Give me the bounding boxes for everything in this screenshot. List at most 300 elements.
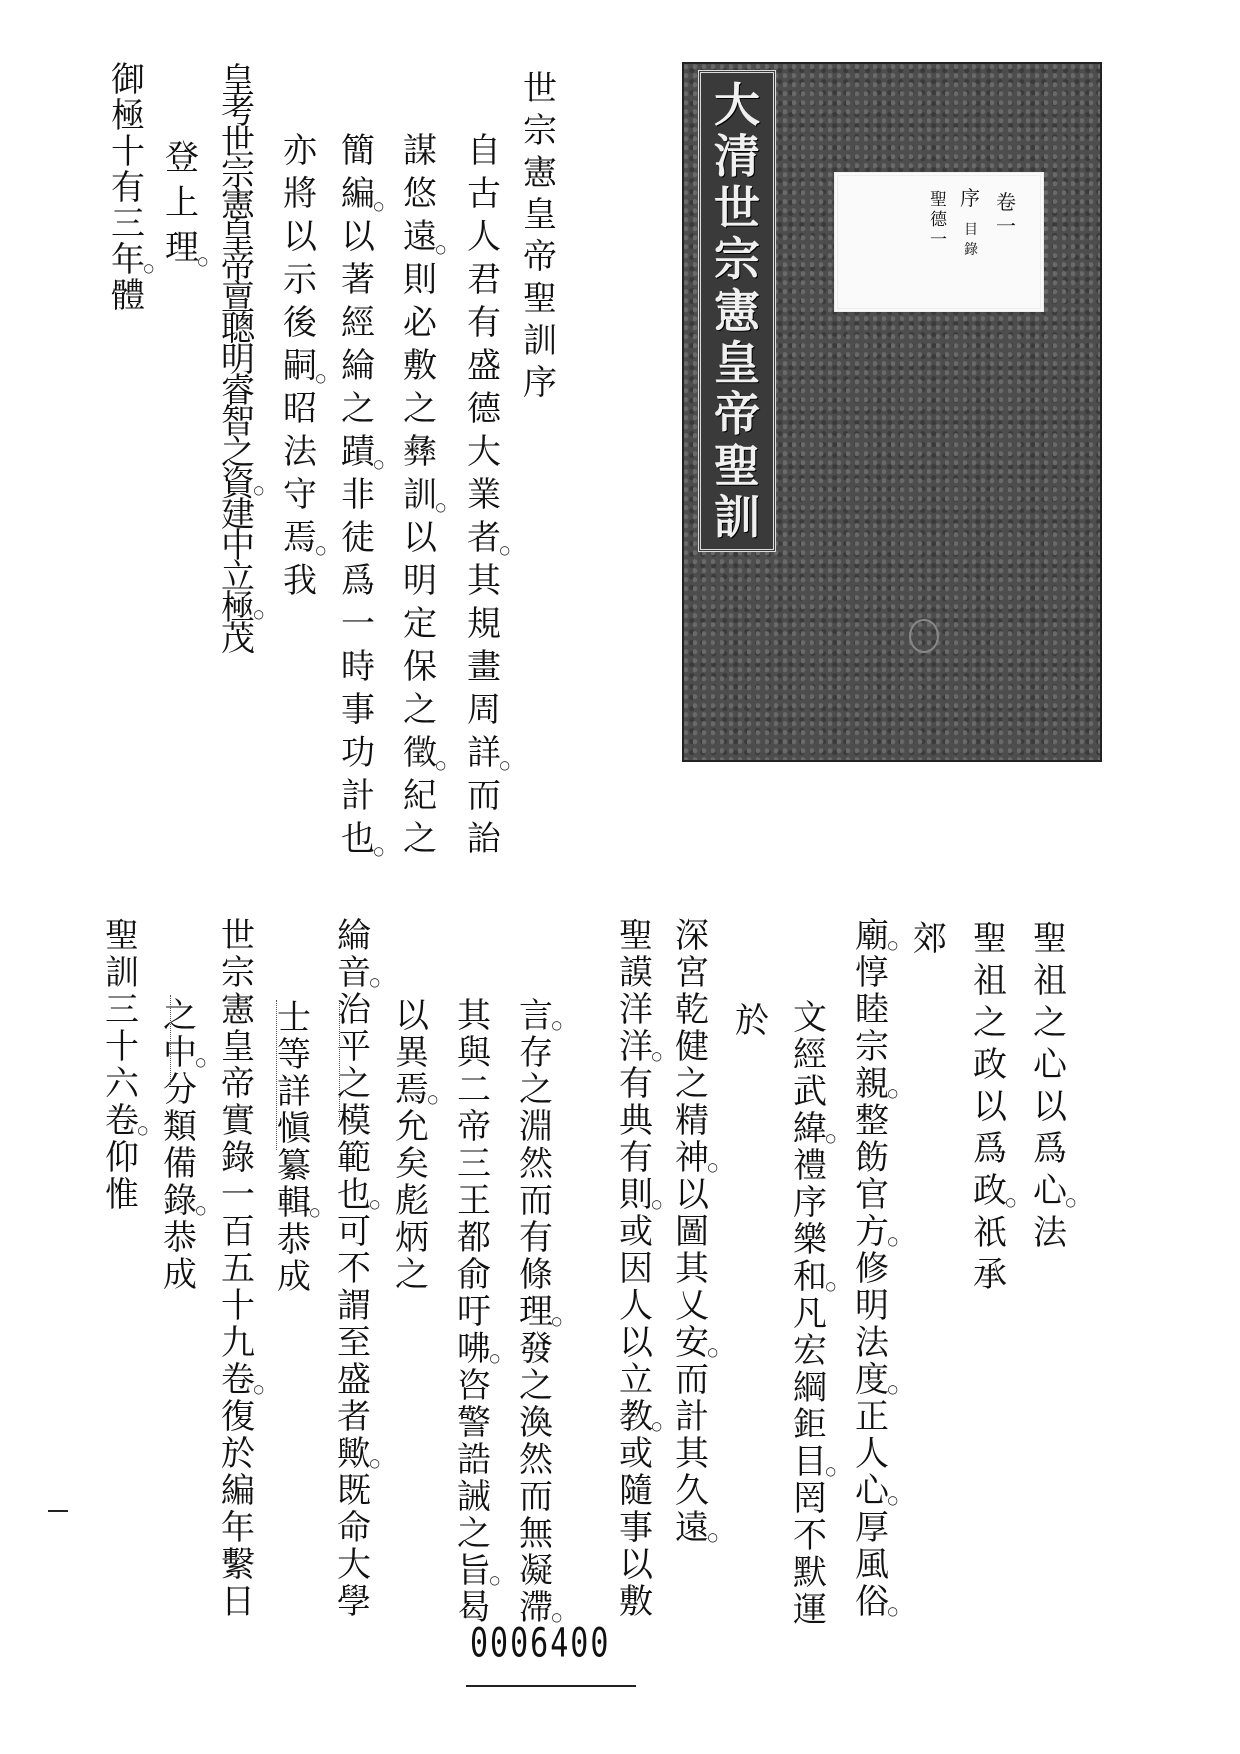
character: 健 — [675, 1027, 709, 1067]
character: 復 — [221, 1397, 255, 1437]
character: 昭 — [283, 389, 317, 429]
character: 非 — [341, 475, 375, 515]
character: 計 — [341, 776, 375, 816]
character: 滯 ○ — [519, 1588, 562, 1628]
character: 體 — [111, 276, 145, 316]
character: 法 — [283, 432, 317, 472]
character: 錄 — [221, 1138, 255, 1178]
character: 俗 ○ — [855, 1582, 898, 1622]
character: 周 — [467, 690, 501, 730]
character: 大 — [337, 1545, 371, 1585]
character: 世 — [221, 916, 255, 956]
character: 序 — [523, 363, 557, 403]
text-column-l16 — [100, 916, 148, 1215]
punctuation-circle-mark: ○ — [369, 1197, 380, 1211]
character: 與 — [457, 1033, 491, 1073]
character: 亶 — [221, 278, 255, 318]
text-column-u3 — [398, 130, 446, 861]
character: 五 — [221, 1249, 255, 1289]
character: 卷 ○ — [105, 1101, 148, 1141]
character: 也 ○ — [337, 1175, 380, 1215]
character: 神 ○ — [675, 1138, 718, 1178]
spine-title-character: 憲 — [714, 283, 760, 338]
character: 隨 — [619, 1471, 653, 1511]
character: 愼 — [277, 1109, 311, 1149]
character: 以 — [619, 1545, 653, 1585]
character: 百 — [221, 1212, 255, 1252]
character: 成 — [277, 1257, 311, 1297]
character: 人 — [619, 1286, 653, 1326]
label-volume — [996, 190, 1016, 238]
text-column-u4 — [336, 130, 384, 861]
character: 誥 — [457, 1440, 491, 1480]
character: 錄 ○ — [163, 1181, 206, 1221]
character: 中 ○ — [163, 1033, 206, 1073]
character: 罔 — [793, 1479, 827, 1519]
punctuation-circle-mark: ○ — [707, 1530, 718, 1544]
character: 精 — [675, 1101, 709, 1141]
character: 三 — [111, 204, 145, 244]
character: 而 — [519, 1477, 553, 1517]
punctuation-circle-mark: ○ — [887, 1604, 898, 1618]
character: 運 — [793, 1590, 827, 1630]
punctuation-circle-mark: ○ — [551, 1018, 562, 1032]
character: 發 — [519, 1329, 553, 1369]
character: 之 — [675, 1064, 709, 1104]
character: 謨 — [619, 953, 653, 993]
character: 十 — [111, 132, 145, 172]
character: 祖 — [973, 961, 1007, 1001]
character: 明 — [855, 1286, 889, 1326]
character: 君 — [467, 260, 501, 300]
label-character: 目 — [964, 222, 978, 238]
character: 咨 — [457, 1366, 491, 1406]
label-character: 錄 — [964, 242, 978, 258]
punctuation-circle-mark: ○ — [489, 1573, 500, 1587]
character: 淵 — [519, 1107, 553, 1147]
character: 厚 — [855, 1508, 889, 1548]
label-toc — [964, 220, 978, 260]
character: 詳 ○ — [467, 733, 510, 773]
character: 可 — [337, 1212, 371, 1252]
character: 學 — [337, 1582, 371, 1622]
character: 遠 ○ — [403, 217, 446, 257]
character: 之 — [163, 996, 197, 1036]
character: 條 — [519, 1255, 553, 1295]
character: 以 — [675, 1175, 709, 1215]
label-character: 一 — [996, 214, 1016, 238]
character: 宗 — [855, 1027, 889, 1067]
character: 不 — [337, 1249, 371, 1289]
spine-title-character: 聖 — [714, 438, 760, 493]
punctuation-circle-mark: ○ — [435, 758, 446, 772]
punctuation-circle-mark: ○ — [551, 1610, 562, 1624]
punctuation-circle-mark: ○ — [315, 371, 326, 385]
character: 凝 — [519, 1551, 553, 1591]
character: 政 ○ — [973, 1171, 1016, 1211]
character: 至 — [337, 1323, 371, 1363]
character: 一 — [341, 604, 375, 644]
character: 言 ○ — [519, 996, 562, 1036]
character: 祇 — [973, 1213, 1007, 1253]
character: 然 — [519, 1144, 553, 1184]
punctuation-circle-mark: ○ — [137, 1123, 148, 1137]
character: 經 — [793, 1035, 827, 1075]
text-column-l10 — [452, 996, 500, 1628]
character: 茂 — [221, 619, 255, 659]
character: 睦 — [855, 990, 889, 1030]
character: 彝 — [403, 432, 437, 472]
character: 以 — [395, 996, 429, 1036]
label-preface — [960, 186, 980, 210]
character: 德 — [467, 389, 501, 429]
character: 聰 — [221, 309, 255, 349]
character: 焉 ○ — [395, 1070, 438, 1110]
character: 皇 — [221, 1027, 255, 1067]
character: 十 — [105, 1027, 139, 1067]
character: 允 — [395, 1107, 429, 1147]
character: 惟 — [105, 1175, 139, 1215]
spine-title-character: 世 — [714, 180, 760, 235]
character: 之 — [341, 389, 375, 429]
character: 之 — [457, 1514, 491, 1554]
character: 人 — [467, 217, 501, 257]
character: 皇 — [523, 195, 557, 235]
character: 之 — [403, 389, 437, 429]
character: 聖 — [105, 916, 139, 956]
character: 有 — [519, 1218, 553, 1258]
character: 世 — [221, 123, 255, 163]
character: 悠 — [403, 174, 437, 214]
character: 二 — [457, 1070, 491, 1110]
character: 以 — [403, 518, 437, 558]
character: 祖 — [1033, 961, 1067, 1001]
character: 凡 — [793, 1294, 827, 1334]
character: 模 — [337, 1101, 371, 1141]
character: 官 — [855, 1175, 889, 1215]
character: 洋 — [619, 990, 653, 1030]
punctuation-circle-mark: ○ — [651, 1197, 662, 1211]
punctuation-circle-mark: ○ — [887, 938, 898, 952]
dotted-guide-line — [276, 1000, 277, 1150]
character: 心 ○ — [1033, 1171, 1076, 1211]
text-column-l11 — [390, 996, 438, 1295]
character: 洋 ○ — [619, 1027, 662, 1067]
punctuation-circle-mark: ○ — [551, 1314, 562, 1328]
page-serial-number: 0006400 — [470, 1620, 611, 1668]
label-section — [930, 190, 947, 250]
character: 乾 — [675, 990, 709, 1030]
punctuation-circle-mark: ○ — [195, 1203, 206, 1217]
character: 其 — [457, 996, 491, 1036]
character: 必 — [403, 303, 437, 343]
character: 方 ○ — [855, 1212, 898, 1252]
label-character: 德 — [930, 210, 947, 230]
character: 之 — [403, 819, 437, 859]
text-column-u7 — [160, 136, 208, 271]
character: 久 — [675, 1471, 709, 1511]
character: 爲 — [1033, 1129, 1067, 1169]
character: 恭 — [163, 1218, 197, 1258]
cover-seal-mark — [909, 619, 939, 653]
character: 理 ○ — [519, 1292, 562, 1332]
character: 和 ○ — [793, 1257, 836, 1297]
text-column-u2 — [462, 130, 510, 861]
character: 簡 — [341, 131, 375, 171]
character: 教 ○ — [619, 1397, 662, 1437]
punctuation-circle-mark: ○ — [309, 1205, 320, 1219]
character: 彪 — [395, 1181, 429, 1221]
character: 蹟 ○ — [341, 432, 384, 472]
text-column-u5 — [278, 130, 326, 603]
character: 政 — [973, 1045, 1007, 1085]
character: 詒 — [467, 819, 501, 859]
text-column-l7 — [670, 916, 718, 1548]
character: 以 — [283, 217, 317, 257]
punctuation-circle-mark: ○ — [825, 1131, 836, 1145]
character: 立 — [221, 557, 255, 597]
punctuation-circle-mark: ○ — [373, 844, 384, 858]
character: 俞 — [457, 1255, 491, 1295]
character: 異 — [395, 1033, 429, 1073]
character: 資 ○ — [221, 464, 264, 504]
dotted-guide-line — [170, 995, 171, 1085]
character: 惇 — [855, 953, 889, 993]
punctuation-circle-mark: ○ — [369, 975, 380, 989]
character: 之 — [1033, 1003, 1067, 1043]
character: 心 ○ — [855, 1471, 898, 1511]
character: 類 — [163, 1107, 197, 1147]
character: 三 — [105, 990, 139, 1030]
punctuation-circle-mark: ○ — [373, 199, 384, 213]
character: 既 — [337, 1471, 371, 1511]
character: 守 — [283, 475, 317, 515]
character: 以 — [973, 1087, 1007, 1127]
character: 明 — [221, 340, 255, 380]
character: 紀 — [403, 776, 437, 816]
character: 以 — [1033, 1087, 1067, 1127]
character: 爲 — [341, 561, 375, 601]
character: 一 — [221, 1175, 255, 1215]
character: 廟 ○ — [855, 916, 898, 956]
label-character: 聖 — [930, 190, 947, 210]
character: 仰 — [105, 1138, 139, 1178]
character: 中 — [221, 526, 255, 566]
punctuation-circle-mark: ○ — [707, 1160, 718, 1174]
character: 畫 — [467, 647, 501, 687]
character: 等 — [277, 1035, 311, 1075]
character: 然 — [519, 1440, 553, 1480]
character: 業 — [467, 475, 501, 515]
character: 建 — [221, 495, 255, 535]
character: 時 — [341, 647, 375, 687]
character: 帝 — [221, 1064, 255, 1104]
character: 帝 — [221, 247, 255, 287]
text-column-l3 — [908, 918, 952, 960]
character: 訓 — [105, 953, 139, 993]
character: 之 — [337, 1064, 371, 1104]
character: 誡 — [457, 1477, 491, 1517]
character: 六 — [105, 1064, 139, 1104]
character: 人 — [855, 1434, 889, 1474]
serial-underline — [466, 1685, 636, 1687]
character: 三 — [457, 1144, 491, 1184]
character: 嗣 ○ — [283, 346, 326, 386]
character: 登 — [165, 138, 199, 178]
character: 宗 — [523, 111, 557, 151]
punctuation-circle-mark: ○ — [195, 1055, 206, 1069]
character: 而 — [519, 1181, 553, 1221]
punctuation-circle-mark: ○ — [887, 1234, 898, 1248]
character: 盛 — [337, 1360, 371, 1400]
character: 緯 ○ — [793, 1109, 836, 1149]
character: 遠 ○ — [675, 1508, 718, 1548]
character: 有 — [619, 1138, 653, 1178]
character: 正 — [855, 1397, 889, 1437]
character: 其 — [675, 1434, 709, 1474]
spine-title-character: 皇 — [714, 335, 760, 390]
character: 範 — [337, 1138, 371, 1178]
character: 武 — [793, 1072, 827, 1112]
spine-title-character: 清 — [714, 129, 760, 184]
label-character: 一 — [930, 230, 947, 250]
character: 鉅 — [793, 1405, 827, 1445]
character: 乂 — [675, 1286, 709, 1326]
character: 風 — [855, 1545, 889, 1585]
character: 御 — [111, 60, 145, 100]
character: 文 — [793, 998, 827, 1038]
character: 帝 — [457, 1107, 491, 1147]
character: 也 ○ — [341, 819, 384, 859]
character: 聖 — [619, 916, 653, 956]
punctuation-circle-mark: ○ — [373, 457, 384, 471]
character: 定 — [403, 604, 437, 644]
punctuation-circle-mark: ○ — [253, 607, 264, 621]
character: 理 ○ — [165, 228, 208, 268]
text-column-l5 — [788, 998, 836, 1630]
label-character: 序 — [960, 186, 980, 210]
character: 而 — [467, 776, 501, 816]
character: 度 ○ — [855, 1360, 898, 1400]
character: 平 — [337, 1027, 371, 1067]
character: 以 — [619, 1323, 653, 1363]
character: 恭 — [277, 1220, 311, 1260]
character: 示 — [283, 260, 317, 300]
punctuation-circle-mark: ○ — [651, 1049, 662, 1063]
cover-title-label — [834, 172, 1044, 312]
character: 帝 — [523, 237, 557, 277]
character: 立 — [619, 1360, 653, 1400]
character: 訓 — [523, 321, 557, 361]
punctuation-circle-mark: ○ — [427, 1092, 438, 1106]
character: 曷 — [457, 1588, 491, 1628]
character: 大 — [467, 432, 501, 472]
character: 計 — [675, 1397, 709, 1437]
character: 典 — [619, 1101, 653, 1141]
character: 聖 — [523, 279, 557, 319]
character: 整 — [855, 1101, 889, 1141]
character: 規 — [467, 604, 501, 644]
character: 聖 — [973, 919, 1007, 959]
character: 則 — [403, 260, 437, 300]
character: 矣 — [395, 1144, 429, 1184]
cover-spine-title — [698, 70, 776, 552]
character: 宗 — [221, 154, 255, 194]
character: 徒 — [341, 518, 375, 558]
character: 智 — [221, 402, 255, 442]
character: 都 — [457, 1218, 491, 1258]
character: 明 — [403, 561, 437, 601]
punctuation-circle-mark: ○ — [253, 483, 264, 497]
character: 渙 — [519, 1403, 553, 1443]
character: 自 — [467, 131, 501, 171]
character: 宮 — [675, 953, 709, 993]
character: 之 — [221, 433, 255, 473]
character: 詳 — [277, 1072, 311, 1112]
character: 吁 — [457, 1292, 491, 1332]
character: 歟 ○ — [337, 1434, 380, 1474]
margin-mark — [48, 1510, 68, 1512]
character: 圖 — [675, 1212, 709, 1252]
character: 謀 — [403, 131, 437, 171]
character: 古 — [467, 174, 501, 214]
character: 之 — [395, 1255, 429, 1295]
punctuation-circle-mark: ○ — [499, 543, 510, 557]
punctuation-circle-mark: ○ — [651, 1419, 662, 1433]
label-character: 卷 — [996, 190, 1016, 214]
character: 憲 — [523, 153, 557, 193]
character: 無 — [519, 1514, 553, 1554]
character: 保 — [403, 647, 437, 687]
character: 實 — [221, 1101, 255, 1141]
character: 默 — [793, 1553, 827, 1593]
character: 極 ○ — [221, 588, 264, 628]
character: 不 — [793, 1516, 827, 1556]
character: 訓 ○ — [403, 475, 446, 515]
character: 上 — [165, 183, 199, 223]
character: 經 — [341, 303, 375, 343]
character: 日 — [221, 1582, 255, 1622]
character: 士 — [277, 998, 311, 1038]
character: 備 — [163, 1144, 197, 1184]
character: 之 — [973, 1003, 1007, 1043]
character: 郊 — [913, 919, 947, 959]
character: 考 — [221, 92, 255, 132]
character: 皇 — [221, 61, 255, 101]
character: 事 — [619, 1508, 653, 1548]
text-column-l13 — [272, 998, 320, 1297]
character: 法 — [855, 1323, 889, 1363]
character: 以 — [341, 217, 375, 257]
character: 後 — [283, 303, 317, 343]
character: 卷 ○ — [221, 1360, 264, 1400]
character: 炳 — [395, 1218, 429, 1258]
text-column-u6 — [216, 61, 264, 659]
character: 極 — [111, 96, 145, 136]
punctuation-circle-mark: ○ — [435, 242, 446, 256]
character: 法 — [1033, 1213, 1067, 1253]
text-column-l6 — [730, 1000, 774, 1042]
punctuation-circle-mark: ○ — [1065, 1195, 1076, 1209]
punctuation-circle-mark: ○ — [887, 1382, 898, 1396]
punctuation-circle-mark: ○ — [143, 261, 154, 275]
character: 旨 ○ — [457, 1551, 500, 1591]
text-column-l14 — [216, 916, 264, 1622]
character: 綸 — [341, 346, 375, 386]
spine-title-character: 訓 — [714, 490, 760, 545]
character: 而 — [675, 1360, 709, 1400]
character: 亦 — [283, 131, 317, 171]
